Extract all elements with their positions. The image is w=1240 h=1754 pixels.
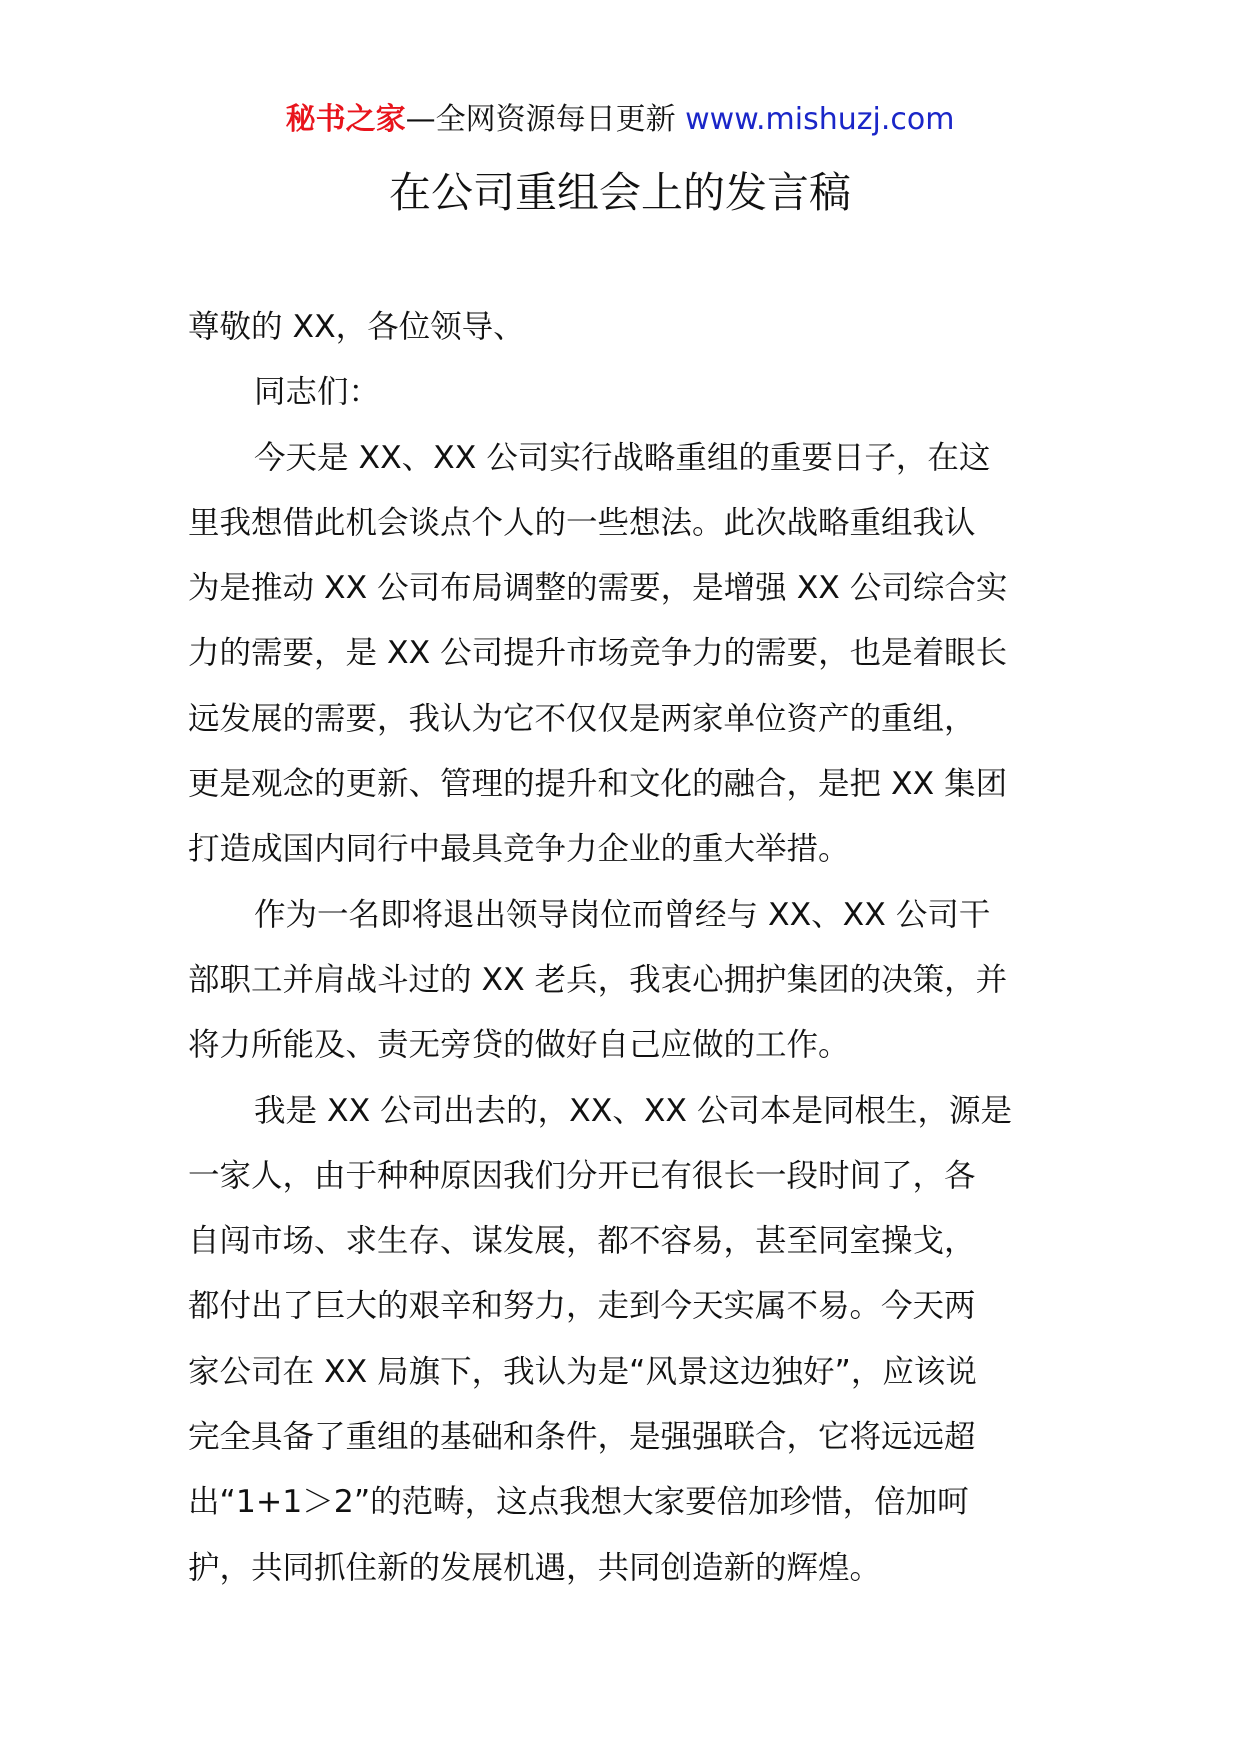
body-text-line: 远发展的需要，我认为它不仅仅是两家单位资产的重组， [188,700,976,737]
body-text-line: 同志们： [254,374,381,411]
site-brand: 秘书之家 [285,102,406,137]
document-title: 在公司重组会上的发言稿 [388,168,851,217]
body-text-line: 作为一名即将退出领导岗位而曾经与 XX、XX 公司干 [254,896,991,933]
body-text-line: 将力所能及、责无旁贷的做好自己应做的工作。 [188,1027,850,1064]
body-text-line: 部职工并肩战斗过的 XX 老兵，我衷心拥护集团的决策，并 [188,961,1008,998]
body-text-line: 今天是 XX、XX 公司实行战略重组的重要日子，在这 [254,439,991,476]
site-header [0,100,1240,140]
body-text-line: 尊敬的 XX，各位领导、 [188,309,525,345]
body-text-line: 我是 XX 公司出去的，XX、XX 公司本是同根生，源是 [254,1092,1013,1129]
body-text-line: 力的需要，是 XX 公司提升市场竞争力的需要，也是着眼长 [188,635,1008,672]
body-text-line: 为是推动 XX 公司布局调整的需要，是增强 XX 公司综合实 [188,570,1008,607]
site-url-link[interactable]: www.mishuzj.com [685,102,955,137]
body-text-line: 完全具备了重组的基础和条件，是强强联合，它将远远超 [188,1419,976,1456]
document-body [188,295,1068,1601]
body-text-line: 护，共同抓住新的发展机遇，共同创造新的辉煌。 [188,1549,882,1586]
site-tagline: —全网资源每日更新 [405,102,676,137]
body-text-line: 一家人，由于种种原因我们分开已有很长一段时间了，各 [188,1157,976,1194]
body-text-line: 里我想借此机会谈点个人的一些想法。此次战略重组我认 [188,504,976,541]
body-text-line: 更是观念的更新、管理的提升和文化的融合，是把 XX 集团 [188,766,1008,803]
body-text-line: 家公司在 XX 局旗下，我认为是“风景这边独好”，应该说 [188,1353,977,1390]
body-text-line: 打造成国内同行中最具竞争力企业的重大举措。 [188,831,850,868]
body-text-line: 都付出了巨大的艰辛和努力，走到今天实属不易。今天两 [188,1288,976,1325]
body-text-line: 出“1+1＞2”的范畴，这点我想大家要倍加珍惜，倍加呵 [188,1484,969,1521]
body-text-line: 自闯市场、求生存、谋发展，都不容易，甚至同室操戈， [188,1223,976,1260]
